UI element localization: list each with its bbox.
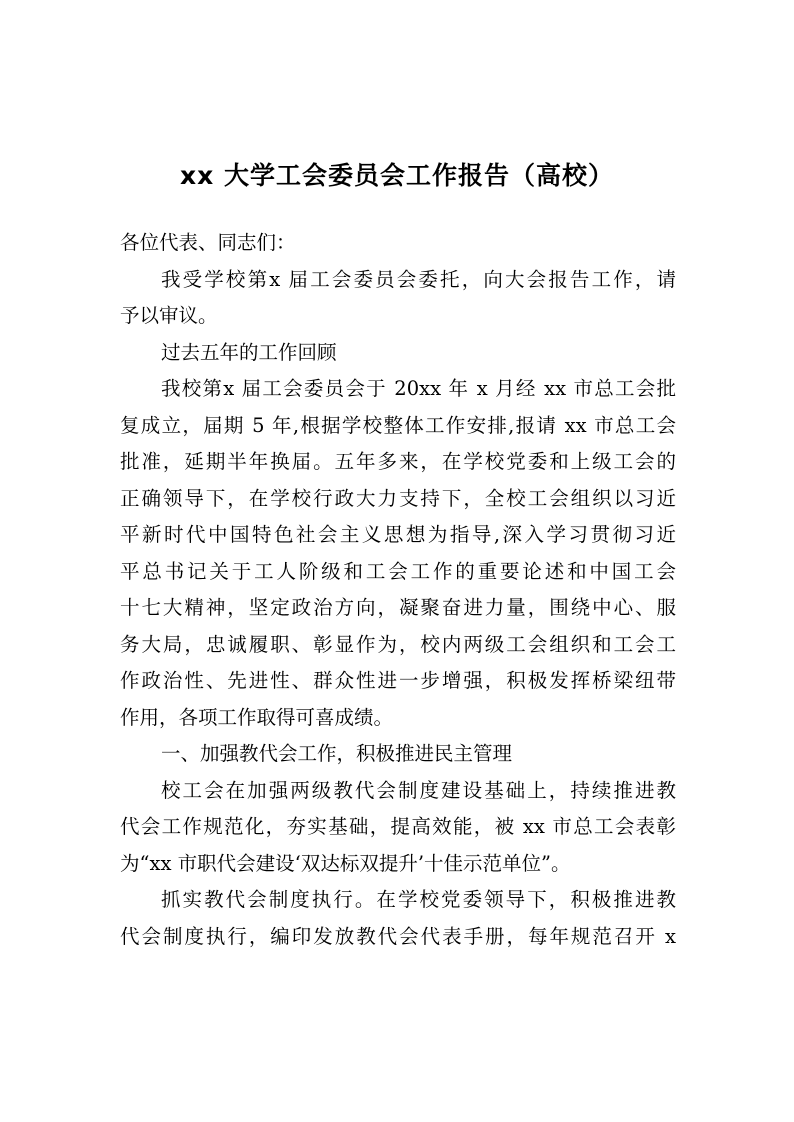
text-line: 我受学校第x 届工会委员会委托，向大会报告工作，请 [161,267,676,291]
text-line: 我校第x 届工会委员会于 20xx 年 x 月经 xx 市总工会批 [161,377,676,400]
text-line: 平总书记关于工人阶级和工会工作的重要论述和中国工会 [120,559,676,583]
document-title: xx 大学工会委员会工作报告（高校） [180,161,614,190]
text-line: 作政治性、先进性、群众性进一步增强，积极发挥桥梁纽带 [120,669,676,692]
text-line: 为“xx 市职代会建设‘双达标双提升’十佳示范单位”。 [120,851,571,875]
text-line: 批准，延期半年换届。五年多来，在学校党委和上级工会的 [120,450,676,473]
text-line: 校工会在加强两级教代会制度建设基础上，持续推进教 [161,778,676,802]
text-line: 复成立，届期 5 年,根据学校整体工作安排,报请 xx 市总工会 [120,413,676,437]
text-line: 过去五年的工作回顾 [161,340,337,364]
text-line: 抓实教代会制度执行。在学校党委领导下，积极推进教 [161,888,676,911]
text-line: 予以审议。 [120,304,218,327]
text-line: 平新时代中国特色社会主义思想为指导,深入学习贯彻习近 [120,523,676,546]
text-line: 务大局，忠诚履职、彰显作为，校内两级工会组织和工会工 [120,632,676,656]
text-line: 一、加强教代会工作，积极推进民主管理 [161,742,513,765]
text-line: 十七大精神，坚定政治方向，凝聚奋进力量，围绕中心、服 [120,596,676,619]
text-line: 作用，各项工作取得可喜成绩。 [120,705,394,729]
text-line: 代会制度执行，编印发放教代会代表手册，每年规范召开 x [120,924,676,948]
text-line: 代会工作规范化，夯实基础，提高效能，被 xx 市总工会表彰 [120,815,676,838]
text-line: 各位代表、同志们： [120,231,296,254]
document-body [120,225,676,955]
text-line: 正确领导下，在学校行政大力支持下，全校工会组织以习近 [120,486,676,510]
